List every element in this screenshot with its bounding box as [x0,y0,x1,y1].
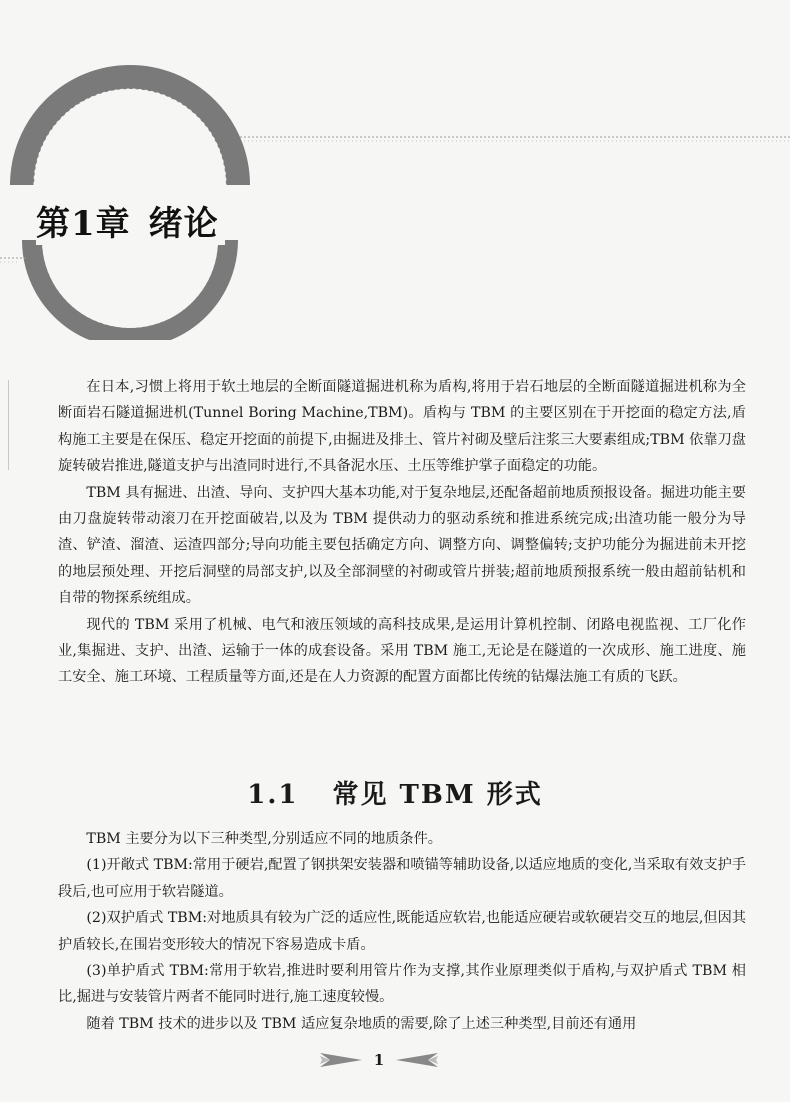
chapter-number: 第1章 [36,204,131,244]
section-number: 1.1 [247,780,299,810]
paragraph: 随着 TBM 技术的进步以及 TBM 适应复杂地质的需要,除了上述三种类型,目前还有通用 [86,1015,637,1032]
page-footer [0,1048,790,1072]
paragraph: (3)单护盾式 TBM:常用于软岩,推进时要利用管片作为支撑,其作业原理类似于盾构,与双护盾式 TBM 相比,掘进与安装管片两者不能同时进行,施工速度较慢。 [58,963,746,1006]
paragraph: TBM 具有掘进、出渣、导向、支护四大基本功能,对于复杂地层,还配备超前地质预报设备。掘进功能主要由刀盘旋转带动滚刀在开挖面破岩,以及为 TBM 提供动力的驱动系统和推进系统完成;出渣功能一般分为导渣、铲渣、溜渣、运渣四部分;导向功能主要包括确定方向、调整方向、调整偏转;支护功能分为掘进前未开挖的地层预处理、开挖后洞壁的局部支护,以及全部洞壁的衬砌或管片拼装;超前地质预报系统一般由超前钻机和自带的物探系统组成。 [58,484,746,607]
paragraph: 在日本,习惯上将用于软土地层的全断面隧道掘进机称为盾构,将用于岩石地层的全断面隧道掘进机称为全断面岩石隧道掘进机(Tunnel Boring Machine,TBM)。盾构与 TBM 的主要区别在于开挖面的稳定方法,盾构施工主要是在保压、稳定开挖面的前提下,由掘进及排土、管片衬砌及壁后注浆三大要素组成;TBM 依靠刀盘旋转破岩推进,隧道支护与出渣同时进行,不具备泥水压、土压等维护掌子面稳定的功能。 [58,379,746,475]
chapter-title [36,196,225,245]
paragraph: 现代的 TBM 采用了机械、电气和液压领域的高科技成果,是运用计算机控制、闭路电视监视、工厂化作业,集掘进、支护、出渣、运输于一体的成套设备。采用 TBM 施工,无论是在隧道的一次成形、施工进度、施工安全、施工环境、工程质量等方面,还是在人力资源的配置方面都比传统的钻爆法施工有质的飞跃。 [58,616,746,686]
chapter-name: 绪论 [148,204,219,244]
page-number: 1 [373,1051,385,1069]
section-heading [0,774,790,811]
section-body [58,826,746,1037]
chapter-intro [58,374,746,691]
margin-rule [8,380,9,470]
section-title: 常见 TBM 形式 [332,780,543,810]
footer-ornament [0,1048,790,1072]
paragraph: (1)开敞式 TBM:常用于硬岩,配置了钢拱架安装器和喷锚等辅助设备,以适应地质的变化,当采取有效支护手段后,也可应用于软岩隧道。 [58,857,746,900]
paragraph: (2)双护盾式 TBM:对地质具有较为广泛的适应性,既能适应软岩,也能适应硬岩或软硬岩交互的地层,但因其护盾较长,在围岩变形较大的情况下容易造成卡盾。 [58,910,746,953]
chapter-emblem-decoration [0,0,790,340]
paragraph: TBM 主要分为以下三种类型,分别适应不同的地质条件。 [86,831,442,847]
